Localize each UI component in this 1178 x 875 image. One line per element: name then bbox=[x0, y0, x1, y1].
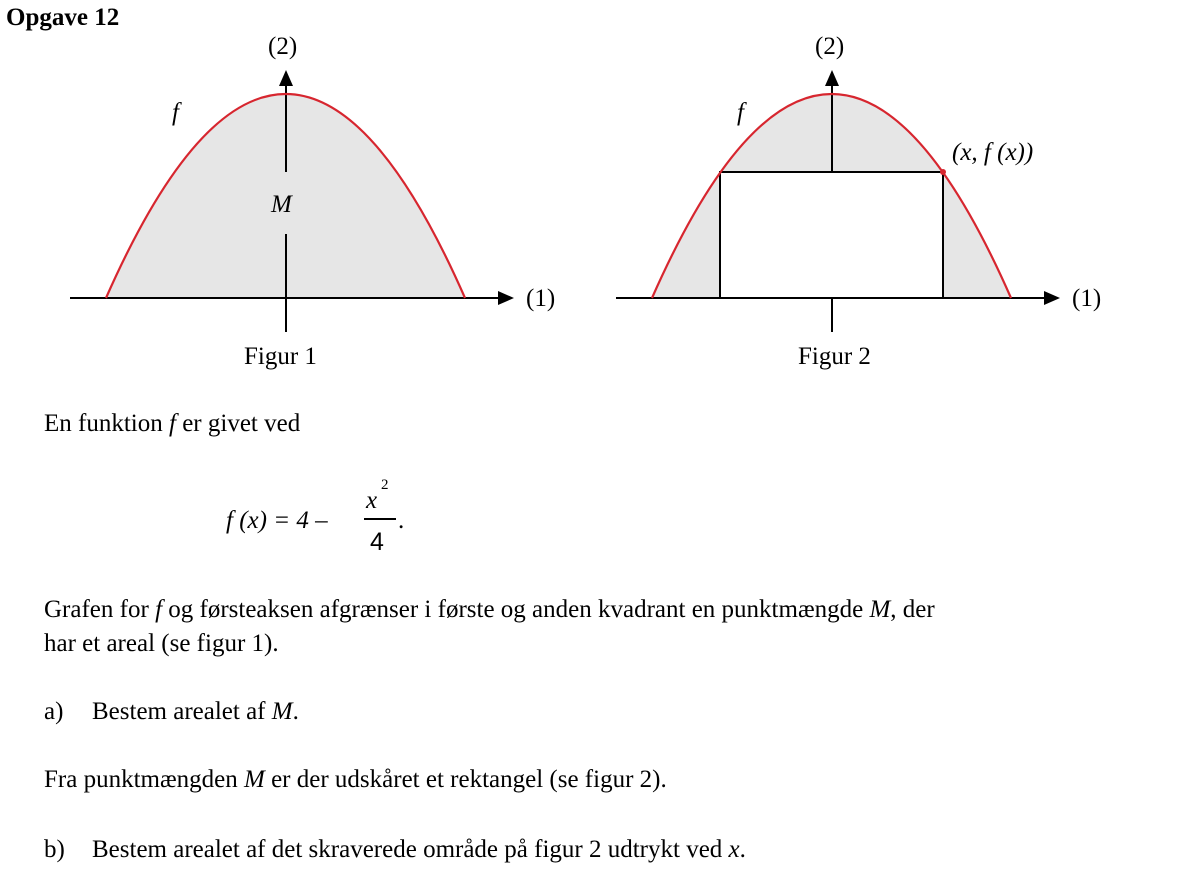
y-axis-label: (2) bbox=[815, 33, 845, 60]
question-b-marker: b) bbox=[44, 836, 65, 863]
fraction-bar bbox=[364, 518, 396, 520]
figure-1-caption: Figur 1 bbox=[244, 343, 317, 370]
formula-lhs: f (x) = 4 – bbox=[226, 507, 328, 534]
cut-out-rectangle bbox=[720, 172, 943, 298]
formula-end: . bbox=[398, 507, 405, 534]
point-label: (x, f (x)) bbox=[952, 139, 1034, 166]
y-axis-arrow-icon bbox=[279, 70, 293, 86]
intro-line: En funktion f er givet ved bbox=[44, 410, 301, 437]
region-label: M bbox=[271, 191, 292, 218]
question-a-marker: a) bbox=[44, 698, 64, 725]
question-b-text: Bestem arealet af det skraverede område på figur 2 udtrykt ved x. bbox=[92, 836, 746, 863]
formula-exponent: 2 bbox=[381, 477, 389, 493]
formula-numerator: x bbox=[366, 487, 378, 514]
paragraph-1-line-1: Grafen for f og førsteaksen afgrænser i første og anden kvadrant en punktmængde M, der bbox=[44, 596, 935, 623]
paragraph-2: Fra punktmængden M er der udskåret et rektangel (se figur 2). bbox=[44, 766, 667, 793]
y-axis-arrow-icon bbox=[825, 70, 839, 86]
f-label: f bbox=[737, 99, 744, 126]
x-axis-label: (1) bbox=[526, 285, 556, 312]
figures bbox=[0, 0, 1178, 400]
paragraph-1-line-2: har et areal (se figur 1). bbox=[44, 630, 279, 657]
exercise-title: Opgave 12 bbox=[6, 4, 120, 31]
point-on-curve bbox=[940, 169, 946, 175]
figure-2-caption: Figur 2 bbox=[798, 343, 871, 370]
y-axis-label: (2) bbox=[268, 33, 298, 60]
figure-1 bbox=[70, 33, 555, 370]
question-a-text: Bestem arealet af M. bbox=[92, 698, 299, 725]
x-axis-label: (1) bbox=[1072, 285, 1102, 312]
figure-2 bbox=[616, 33, 1101, 370]
x-axis-arrow-icon bbox=[1044, 291, 1060, 305]
x-axis-arrow-icon bbox=[498, 291, 514, 305]
f-label: f bbox=[172, 99, 179, 126]
formula-denominator: 4 bbox=[370, 528, 384, 556]
